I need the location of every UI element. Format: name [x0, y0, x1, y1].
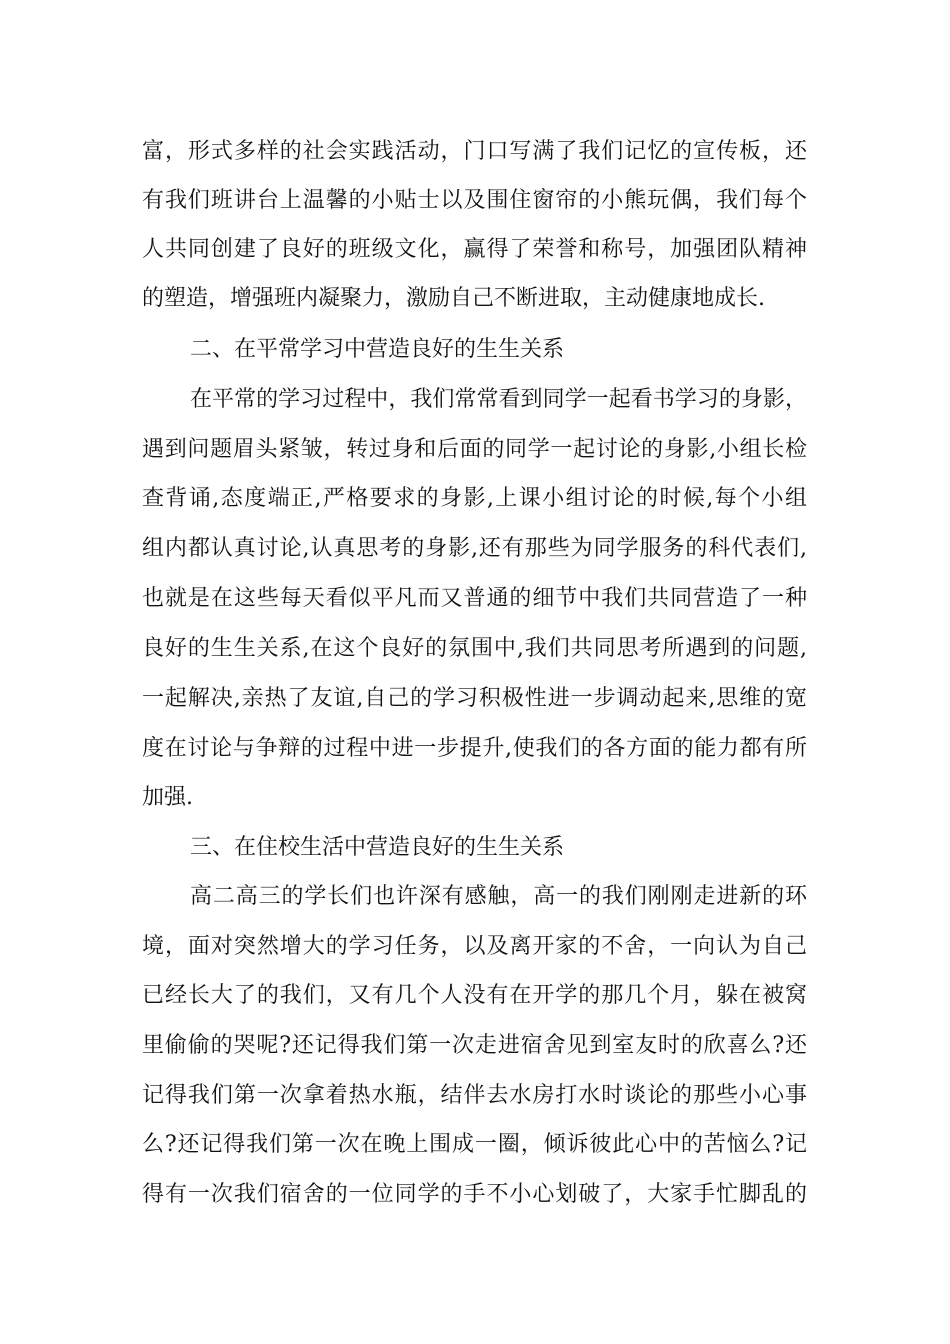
section-heading: 三、在住校生活中营造良好的生生关系: [190, 835, 565, 860]
paragraph-line: 查背诵,态度端正,严格要求的身影,上课小组讨论的时候,每个小组: [142, 486, 807, 511]
paragraph-line: 加强.: [142, 785, 193, 810]
paragraph-line: 么?还记得我们第一次在晚上围成一圈，倾诉彼此心中的苦恼么?记: [142, 1132, 807, 1157]
paragraph-line: 已经长大了的我们，又有几个人没有在开学的那几个月，躲在被窝: [142, 983, 807, 1008]
paragraph-line: 得有一次我们宿舍的一位同学的手不小心划破了，大家手忙脚乱的: [142, 1182, 807, 1207]
paragraph-line: 一起解决,亲热了友谊,自己的学习积极性进一步调动起来,思维的宽: [142, 686, 807, 711]
paragraph-line: 也就是在这些每天看似平凡而又普通的细节中我们共同营造了一种: [142, 586, 807, 611]
paragraph-line: 的塑造，增强班内凝聚力，激励自己不断进取，主动健康地成长.: [142, 286, 765, 311]
paragraph-line: 富，形式多样的社会实践活动，门口写满了我们记忆的宣传板，还: [142, 139, 807, 164]
section-heading: 二、在平常学习中营造良好的生生关系: [190, 337, 565, 362]
paragraph-line: 境，面对突然增大的学习任务，以及离开家的不舍，一向认为自己: [142, 934, 807, 959]
paragraph-line: 良好的生生关系,在这个良好的氛围中,我们共同思考所遇到的问题,: [142, 636, 807, 661]
paragraph-line: 高二高三的学长们也许深有感触，高一的我们刚刚走进新的环: [190, 884, 807, 909]
paragraph-line: 记得我们第一次拿着热水瓶，结伴去水房打水时谈论的那些小心事: [142, 1083, 807, 1108]
paragraph-line: 有我们班讲台上温馨的小贴士以及围住窗帘的小熊玩偶，我们每个: [142, 188, 807, 213]
paragraph-line: 遇到问题眉头紧皱，转过身和后面的同学一起讨论的身影,小组长检: [142, 437, 807, 462]
paragraph-line: 人共同创建了良好的班级文化，赢得了荣誉和称号，加强团队精神: [142, 237, 807, 262]
paragraph-line: 度在讨论与争辩的过程中进一步提升,使我们的各方面的能力都有所: [142, 736, 807, 761]
paragraph-line: 组内都认真讨论,认真思考的身影,还有那些为同学服务的科代表们,: [142, 536, 807, 561]
paragraph-line: 里偷偷的哭呢?还记得我们第一次走进宿舍见到室友时的欣喜么?还: [142, 1033, 807, 1058]
paragraph-line: 在平常的学习过程中，我们常常看到同学一起看书学习的身影，: [190, 387, 807, 412]
